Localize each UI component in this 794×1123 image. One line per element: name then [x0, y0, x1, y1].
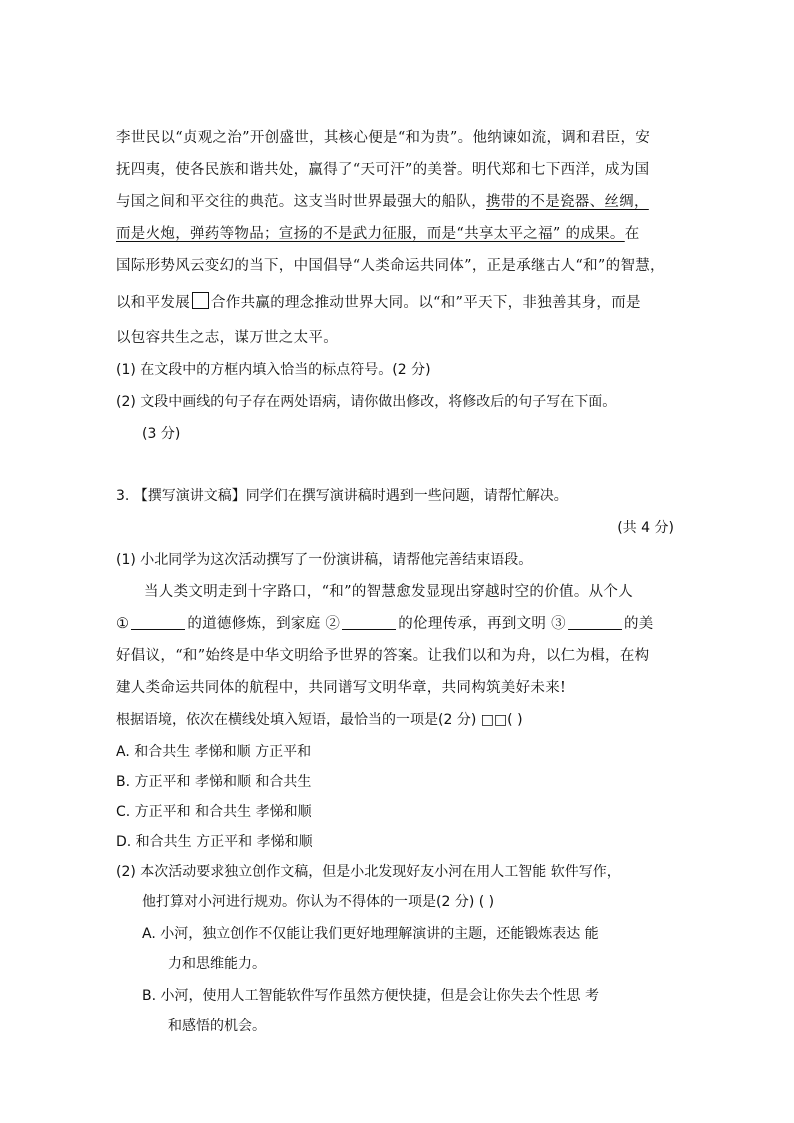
blank-2[interactable]: [342, 615, 396, 630]
blank-3[interactable]: [568, 615, 622, 630]
sub2-option-b-line-2: 和感悟的机会。: [168, 1018, 266, 1034]
option-a[interactable]: A. 和合共生 孝悌和顺 方正平和: [116, 744, 312, 760]
speech-line-2-tail: 的美: [623, 616, 654, 632]
answer-box[interactable]: [192, 292, 209, 309]
q2-sub2: (2) 文段中画线的句子存在两处语病，请你做出修改，将修改后的句子写在下面。: [116, 394, 617, 410]
underlined-sentence-part-2: 而是火炮，弹药等物品；宣扬的不是武力征服，而是“共享太平之福” 的成果。: [116, 226, 625, 242]
sub2-option-b-line-1[interactable]: B. 小河，使用人工智能软件写作虽然方便快捷，但是会让你失去个性思 考: [142, 988, 599, 1004]
speech-line-2-mid1: 的道德修炼，到家庭 ②: [187, 616, 341, 632]
passage-line-6-tail: 合作共赢的理念推动世界大同。以“和”平天下，非独善其身，而是: [211, 295, 641, 311]
underlined-sentence-part-1: 携带的不是瓷器、丝绸，: [486, 194, 649, 210]
speech-line-1: 当人类文明走到十字路口，“和”的智慧愈发显现出穿越时空的价值。从个人: [144, 584, 634, 600]
speech-line-2-mid2: 的伦理传承，再到文明 ③: [398, 616, 566, 632]
passage-line-4: [116, 224, 676, 244]
passage-line-3-text: 与国之间和平交往的典范。这支当时世界最强大的船队，: [116, 194, 486, 210]
q3-sub1: (1) 小北同学为这次活动撰写了一份演讲稿，请帮他完善结束语段。: [116, 552, 533, 568]
speech-circle-1: ①: [116, 616, 130, 632]
sub2-option-a-line-2: 力和思维能力。: [168, 956, 266, 972]
q2-sub1: (1) 在文段中的方框内填入恰当的标点符号。(2 分): [116, 362, 431, 378]
sub2-option-a-line-1[interactable]: A. 小河，独立创作不仅能让我们更好地理解演讲的主题，还能锻炼表达 能: [142, 926, 599, 942]
passage-line-1: 李世民以“贞观之治”开创盛世，其核心便是“和为贵”。他纳谏如流，调和君臣，安: [116, 130, 651, 146]
passage-line-5: 国际形势风云变幻的当下，中国倡导“人类命运共同体”，正是承继古人“和”的智慧，: [116, 258, 665, 274]
speech-line-4: 建人类命运共同体的航程中，共同谱写文明华章，共同构筑美好未来!: [116, 680, 567, 696]
q3-sub2-line-1: (2) 本次活动要求独立创作文稿，但是小北发现好友小河在用人工智能 软件写作，: [116, 864, 621, 880]
blank-1[interactable]: [131, 615, 185, 630]
passage-line-4-tail: 在: [624, 226, 640, 242]
q3-sub2-line-2: 他打算对小河进行规劝。你认为不得体的一项是(2 分) ( ): [142, 894, 495, 910]
option-b[interactable]: B. 方正平和 孝悌和顺 和合共生: [116, 774, 312, 790]
option-c[interactable]: C. 方正平和 和合共生 孝悌和顺: [116, 804, 312, 820]
option-d[interactable]: D. 和合共生 方正平和 孝悌和顺: [116, 834, 313, 850]
q3-prompt: 根据语境，依次在横线处填入短语，最恰当的一项是(2 分) □□( ): [116, 712, 523, 728]
passage-line-6-head: 以和平发展: [116, 295, 190, 311]
passage-line-2: 抚四夷，使各民族和谐共处，赢得了“天可汗”的美誉。明代郑和七下西洋，成为国: [116, 162, 650, 178]
q3-score: (共 4 分): [617, 520, 674, 536]
q2-sub2-score: (3 分): [142, 426, 181, 442]
passage-line-6: [116, 292, 676, 313]
speech-line-2: [116, 614, 676, 634]
passage-line-7: 以包容共生之志，谋万世之太平。: [116, 330, 338, 346]
q3-title: 3. 【撰写演讲文稿】同学们在撰写演讲稿时遇到一些问题，请帮忙解决。: [116, 488, 568, 504]
passage-line-3: [116, 192, 676, 212]
speech-line-3: 好倡议，“和”始终是中华文明给予世界的答案。让我们以和为舟，以仁为楫，在构: [116, 648, 650, 664]
